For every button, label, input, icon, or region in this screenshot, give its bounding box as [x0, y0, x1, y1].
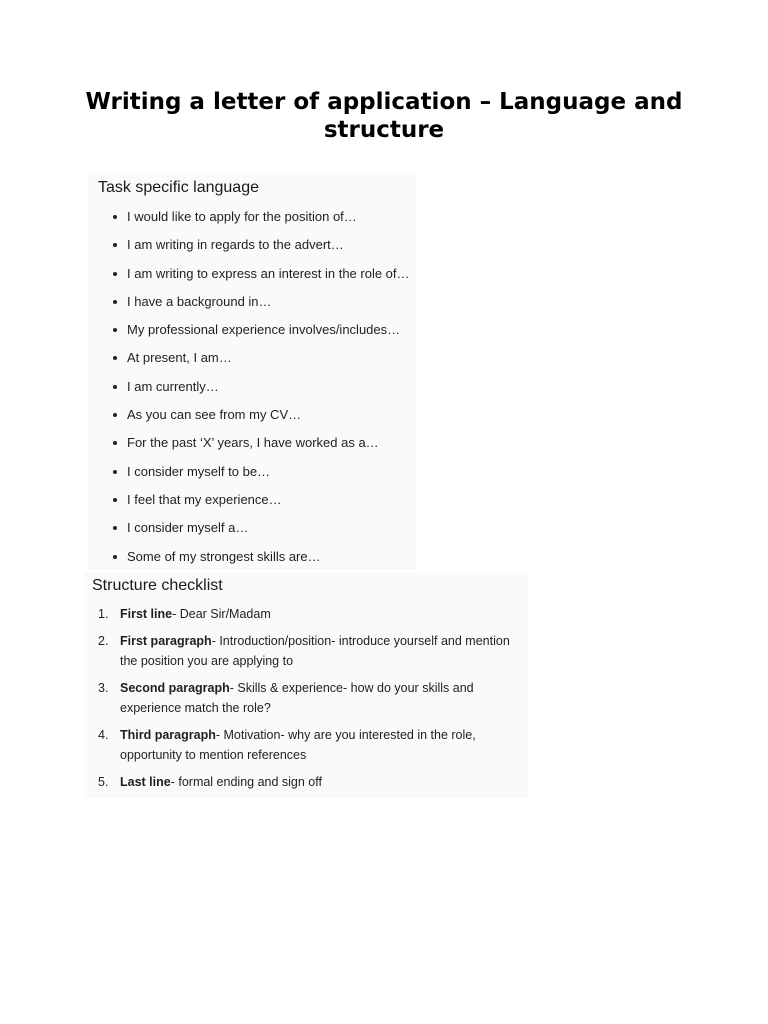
bullet-icon — [113, 356, 117, 360]
bullet-icon — [113, 300, 117, 304]
bullet-icon — [113, 413, 117, 417]
bullet-icon — [113, 215, 117, 219]
phrase-text: I consider myself a… — [127, 520, 249, 536]
item-description: - Skills & experience- how do your skills and experience match the role? — [120, 681, 474, 715]
bullet-icon — [113, 385, 117, 389]
phrase-text: I am writing in regards to the advert… — [127, 237, 344, 253]
page-title: Writing a letter of application – Language and structure — [85, 89, 683, 143]
phrase-text: I feel that my experience… — [127, 491, 282, 507]
list-item — [112, 517, 410, 545]
bullet-icon — [113, 272, 117, 276]
item-number: 1. — [98, 607, 109, 621]
phrase-text: As you can see from my CV… — [127, 407, 302, 423]
item-number: 5. — [98, 775, 109, 789]
structure-checklist-section — [84, 572, 528, 798]
list-item — [112, 489, 410, 517]
list-item — [112, 432, 410, 460]
bullet-icon — [113, 441, 117, 445]
bullet-icon — [113, 498, 117, 502]
list-item — [112, 347, 410, 375]
item-term: Last line — [120, 775, 171, 789]
bullet-icon — [113, 526, 117, 530]
checklist-item — [98, 725, 518, 765]
item-number: 4. — [98, 728, 109, 742]
checklist-item — [98, 678, 518, 718]
checklist-item — [98, 631, 518, 671]
task-language-section — [88, 172, 416, 570]
item-description: - Dear Sir/Madam — [172, 607, 271, 621]
phrase-text: For the past ‘X’ years, I have worked as a… — [127, 435, 379, 451]
phrase-text: I am currently… — [127, 378, 219, 394]
phrase-text: I consider myself to be… — [127, 463, 271, 479]
bullet-icon — [113, 328, 117, 332]
task-language-list — [112, 206, 410, 574]
list-item — [112, 234, 410, 262]
item-term: First line — [120, 607, 173, 621]
phrase-text: My professional experience involves/includes… — [127, 322, 401, 338]
item-term: First paragraph — [120, 634, 212, 648]
phrase-text: I would like to apply for the position of… — [127, 209, 357, 224]
item-description: - Motivation- why are you interested in the role, opportunity to mention references — [120, 728, 476, 762]
item-description: - Introduction/position- introduce yourself and mention the position you are applying to — [120, 634, 510, 668]
list-item — [112, 404, 410, 432]
phrase-text: I have a background in… — [127, 293, 272, 309]
list-item — [112, 546, 410, 574]
list-item — [112, 206, 410, 234]
bullet-icon — [113, 470, 117, 474]
item-term: Second paragraph — [120, 681, 230, 695]
checklist-item — [98, 604, 518, 624]
item-term: Third paragraph — [120, 728, 216, 742]
list-item — [112, 461, 410, 489]
list-item — [112, 263, 410, 291]
structure-checklist-list — [98, 604, 518, 799]
phrase-text: I am writing to express an interest in the role of… — [127, 265, 410, 281]
task-language-heading: Task specific language — [98, 179, 259, 196]
bullet-icon — [113, 243, 117, 247]
bullet-icon — [113, 555, 117, 559]
list-item — [112, 319, 410, 347]
item-number: 3. — [98, 681, 109, 695]
item-description: - formal ending and sign off — [170, 775, 322, 789]
structure-checklist-heading: Structure checklist — [92, 577, 223, 594]
item-number: 2. — [98, 634, 109, 648]
phrase-text: At present, I am… — [127, 350, 232, 366]
phrase-text: Some of my strongest skills are… — [127, 548, 321, 564]
list-item — [112, 291, 410, 319]
list-item — [112, 376, 410, 404]
checklist-item — [98, 772, 518, 792]
